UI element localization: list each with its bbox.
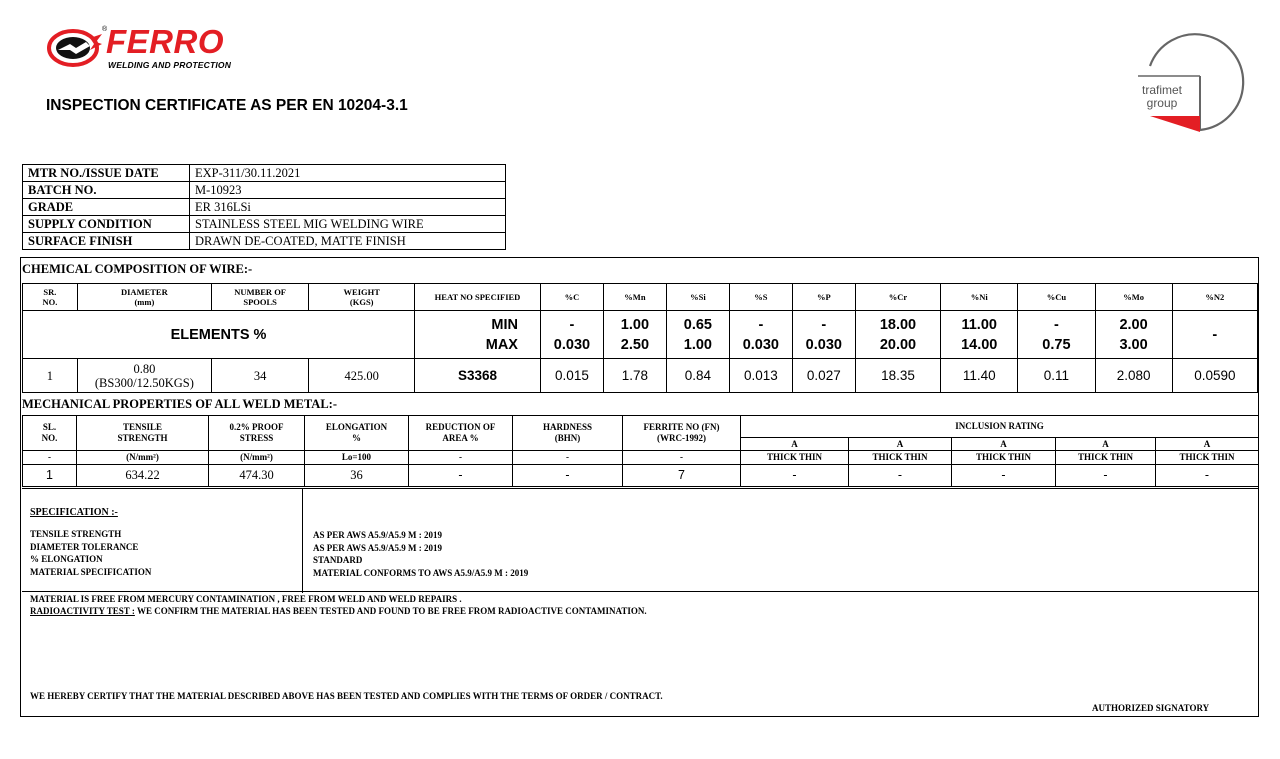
spec-label: MATERIAL SPECIFICATION [30,566,152,577]
chem-header-12: %Cu [1018,284,1095,311]
mech-value: 474.30 [209,465,305,487]
element-value: 0.015 [540,359,603,393]
chemical-table [22,283,1258,393]
certificate-title: INSPECTION CERTIFICATE AS PER EN 10204-3.1 [46,97,408,114]
mech-value: 1 [23,465,77,487]
inclusion-value: - [952,465,1056,487]
heat-no-value: S3368 [415,359,541,393]
element-value: 2.080 [1095,359,1172,393]
inclusion-value: - [849,465,952,487]
min-max-text: MIN MAX [485,316,518,353]
registered-mark: ® [102,26,108,33]
chem-header-8: %S [729,284,792,311]
chem-header-0: SR. NO. [23,284,78,311]
spools-value: 34 [211,359,309,393]
inclusion-value: - [741,465,849,487]
radioactivity-label: RADIOACTIVITY TEST : [30,606,135,616]
chem-header-11: %Ni [941,284,1018,311]
limit-cell: 1.00 2.50 [603,311,666,359]
radioactivity-text: WE CONFIRM THE MATERIAL HAS BEEN TESTED AND FOUND TO BE FREE FROM RADIOACTIVE CONTAMINATION. [134,606,647,616]
mtr-row [23,216,506,233]
inclusion-rating-header: INCLUSION RATING [741,416,1259,438]
radioactivity-note [30,606,647,616]
inclusion-group: A [952,438,1056,451]
inclusion-sub: THICK THIN [849,451,952,465]
mech-value: 36 [305,465,409,487]
element-value: 18.35 [855,359,940,393]
unit-cell: - [409,451,513,465]
min-max-label [415,311,541,359]
spec-value: STANDARD [313,555,363,565]
mercury-note: MATERIAL IS FREE FROM MERCURY CONTAMINATION , FREE FROM WELD AND WELD REPAIRS . [30,594,462,604]
limit-cell: - 0.030 [792,311,855,359]
spec-value: MATERIAL CONFORMS TO AWS A5.9/A5.9 M : 2019 [313,567,529,578]
limit-cell: - 0.030 [729,311,792,359]
mechanical-value-row [23,465,1259,487]
mech-header-3: ELONGATION % [305,416,409,451]
mtr-value: ER 316LSi [190,199,506,216]
mech-header-2: 0.2% PROOF STRESS [209,416,305,451]
spec-label: DIAMETER TOLERANCE [30,541,139,552]
trafimet-arc-icon [1134,26,1246,134]
brand-name: FERRO [106,23,224,60]
brand-tagline: WELDING AND PROTECTION [108,60,232,70]
chem-header-4: HEAT NO SPECIFIED [415,284,541,311]
inclusion-group: A [1156,438,1259,451]
unit-cell: - [23,451,77,465]
mech-header-6: FERRITE NO (FN) (WRC-1992) [623,416,741,451]
diameter-text: 0.80 (BS300/12.50KGS) [94,361,194,390]
spec-label: TENSILE STRENGTH [30,529,122,539]
chemical-header-row [23,284,1258,311]
sr-no: 1 [23,359,78,393]
partner-line-2: group [1146,96,1178,110]
limit-cell: - 0.75 [1018,311,1095,359]
inclusion-value: - [1056,465,1156,487]
trafimet-logo [1134,26,1246,134]
chem-header-5: %C [540,284,603,311]
spec-values [313,529,528,579]
unit-cell: - [623,451,741,465]
element-value: 0.013 [729,359,792,393]
chem-header-13: %Mo [1095,284,1172,311]
chem-header-3: WEIGHT (KGS) [309,284,415,311]
mtr-value: EXP-311/30.11.2021 [190,165,506,182]
chem-header-14: %N2 [1172,284,1257,311]
mech-value: 7 [623,465,741,487]
element-value: 0.84 [666,359,729,393]
chemical-value-row [23,359,1258,393]
mtr-value: M-10923 [190,182,506,199]
inclusion-sub: THICK THIN [1156,451,1259,465]
unit-cell: (N/mm²) [209,451,305,465]
spec-divider [302,489,303,593]
inclusion-group: A [741,438,849,451]
specification-section [22,488,1258,592]
mtr-label: MTR NO./ISSUE DATE [23,165,190,182]
inclusion-value: - [1156,465,1259,487]
chemical-limits-row [23,311,1258,359]
mtr-info-table [22,164,506,250]
inclusion-sub: THICK THIN [1056,451,1156,465]
mechanical-table [22,415,1259,487]
limit-cell: 11.00 14.00 [941,311,1018,359]
partner-line-1: trafimet [1141,83,1182,97]
unit-cell: - [513,451,623,465]
mtr-value: STAINLESS STEEL MIG WELDING WIRE [190,216,506,233]
element-value: 0.11 [1018,359,1095,393]
authorized-signatory: AUTHORIZED SIGNATORY [1092,703,1210,713]
chemical-section-title: CHEMICAL COMPOSITION OF WIRE:- [22,262,253,276]
inclusion-group: A [849,438,952,451]
mtr-row [23,182,506,199]
element-value: 0.0590 [1172,359,1257,393]
partner-name [1140,84,1184,110]
mtr-row [23,165,506,182]
spec-value: AS PER AWS A5.9/A5.9 M : 2019 [313,530,443,540]
mech-header-5: HARDNESS (BHN) [513,416,623,451]
mtr-label: SURFACE FINISH [23,233,190,250]
element-value: 11.40 [941,359,1018,393]
mech-value: - [513,465,623,487]
certification-statement: WE HEREBY CERTIFY THAT THE MATERIAL DESCRIBED ABOVE HAS BEEN TESTED AND COMPLIES WITH THE TERMS OF ORDER / CONTRACT. [30,691,663,701]
mech-value: - [409,465,513,487]
chem-header-6: %Mn [603,284,666,311]
ferro-emblem-icon [46,24,104,70]
inclusion-sub: THICK THIN [952,451,1056,465]
mechanical-units-row [23,451,1259,465]
chem-header-2: NUMBER OF SPOOLS [211,284,309,311]
mtr-label: BATCH NO. [23,182,190,199]
element-value: 0.027 [792,359,855,393]
mtr-label: SUPPLY CONDITION [23,216,190,233]
company-logo [46,24,266,74]
element-value: 1.78 [603,359,666,393]
mtr-row [23,199,506,216]
chem-header-10: %Cr [855,284,940,311]
unit-cell: (N/mm²) [77,451,209,465]
spec-labels [30,528,151,578]
spec-value: AS PER AWS A5.9/A5.9 M : 2019 [313,542,443,553]
specification-title: SPECIFICATION :- [30,507,118,518]
mtr-value: DRAWN DE-COATED, MATTE FINISH [190,233,506,250]
diameter-value [77,359,211,393]
mech-value: 634.22 [77,465,209,487]
mechanical-section-title: MECHANICAL PROPERTIES OF ALL WELD METAL:- [22,397,337,411]
chem-header-7: %Si [666,284,729,311]
mech-header-1: TENSILE STRENGTH [77,416,209,451]
mtr-label: GRADE [23,199,190,216]
weight-value: 425.00 [309,359,415,393]
mech-header-4: REDUCTION OF AREA % [409,416,513,451]
elements-label: ELEMENTS % [23,311,415,359]
chem-header-9: %P [792,284,855,311]
mech-header-0: SL. NO. [23,416,77,451]
spec-label: % ELONGATION [30,554,103,564]
limit-cell: 0.65 1.00 [666,311,729,359]
limit-cell: 2.00 3.00 [1095,311,1172,359]
limit-cell: - [1172,311,1257,359]
mtr-row [23,233,506,250]
mechanical-header-row [23,416,1259,438]
inclusion-sub: THICK THIN [741,451,849,465]
unit-cell: Lo=100 [305,451,409,465]
inclusion-group: A [1056,438,1156,451]
chem-header-1: DIAMETER (mm) [77,284,211,311]
limit-cell: - 0.030 [540,311,603,359]
limit-cell: 18.00 20.00 [855,311,940,359]
